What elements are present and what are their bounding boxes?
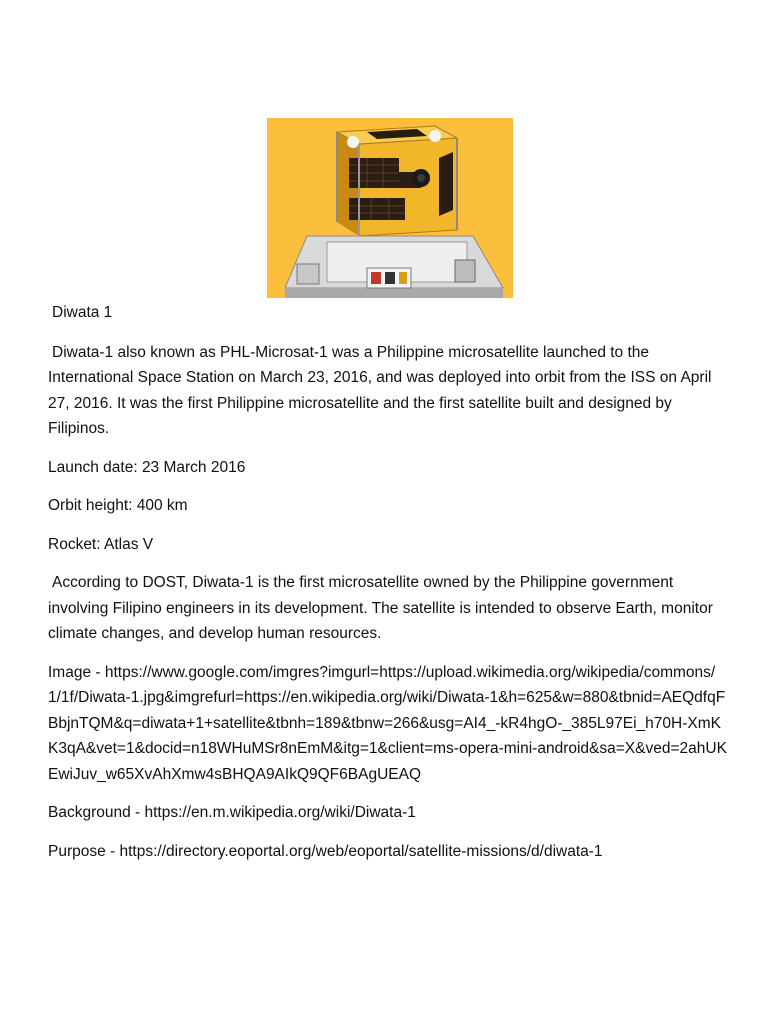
image-source-line: Image - https://www.google.com/imgres?imgurl=https://upload.wikimedia.org/wikipedia/commons/1/1f/Diwata-1.jpg&imgrefurl=https://en.wikipedia.org/wiki/Diwata-1&h=625&w=880&tbnid=AEQdfqFBbjnTQM&q=diwata+1+satellite&tbnh=189&tbnw=266&usg=AI4_-kR4hgO-_385L97Ei_h70H-XmKK3qA&vet=1&docid=n18WHuMSr8nEmM&itg=1&client=ms-opera-mini-android&sa=X&ved=2ahUKEwiJuv_w65XvAhXmw4sBHQA9AIkQ9QF6BAgUEAQ <box>48 663 727 783</box>
satellite-icon <box>267 118 513 298</box>
document-body <box>48 300 728 877</box>
satellite-image <box>267 118 513 298</box>
purpose-source-line: Purpose - https://directory.eoportal.org/web/eoportal/satellite-missions/d/diwata-1 <box>48 842 603 860</box>
background-source-line: Background - https://en.m.wikipedia.org/wiki/Diwata-1 <box>48 804 416 821</box>
document-title: Diwata 1 <box>52 304 113 321</box>
launch-date-line: Launch date: 23 March 2016 <box>48 458 246 476</box>
intro-paragraph: Diwata-1 also known as PHL-Microsat-1 was a Philippine microsatellite launched to the International Space Station on March 23, 2016, and was deployed into orbit from the ISS on April 27, 2016. It was the first Philippine microsatellite and the first satellite built and designed by Filipinos. <box>48 343 712 437</box>
rocket-line: Rocket: Atlas V <box>48 535 154 553</box>
dost-paragraph: According to DOST, Diwata-1 is the first microsatellite owned by the Philippine government involving Filipino engineers in its development. The satellite is intended to observe Earth, monitor climate changes, and develop human resources. <box>48 574 713 642</box>
orbit-height-line: Orbit height: 400 km <box>48 497 188 514</box>
